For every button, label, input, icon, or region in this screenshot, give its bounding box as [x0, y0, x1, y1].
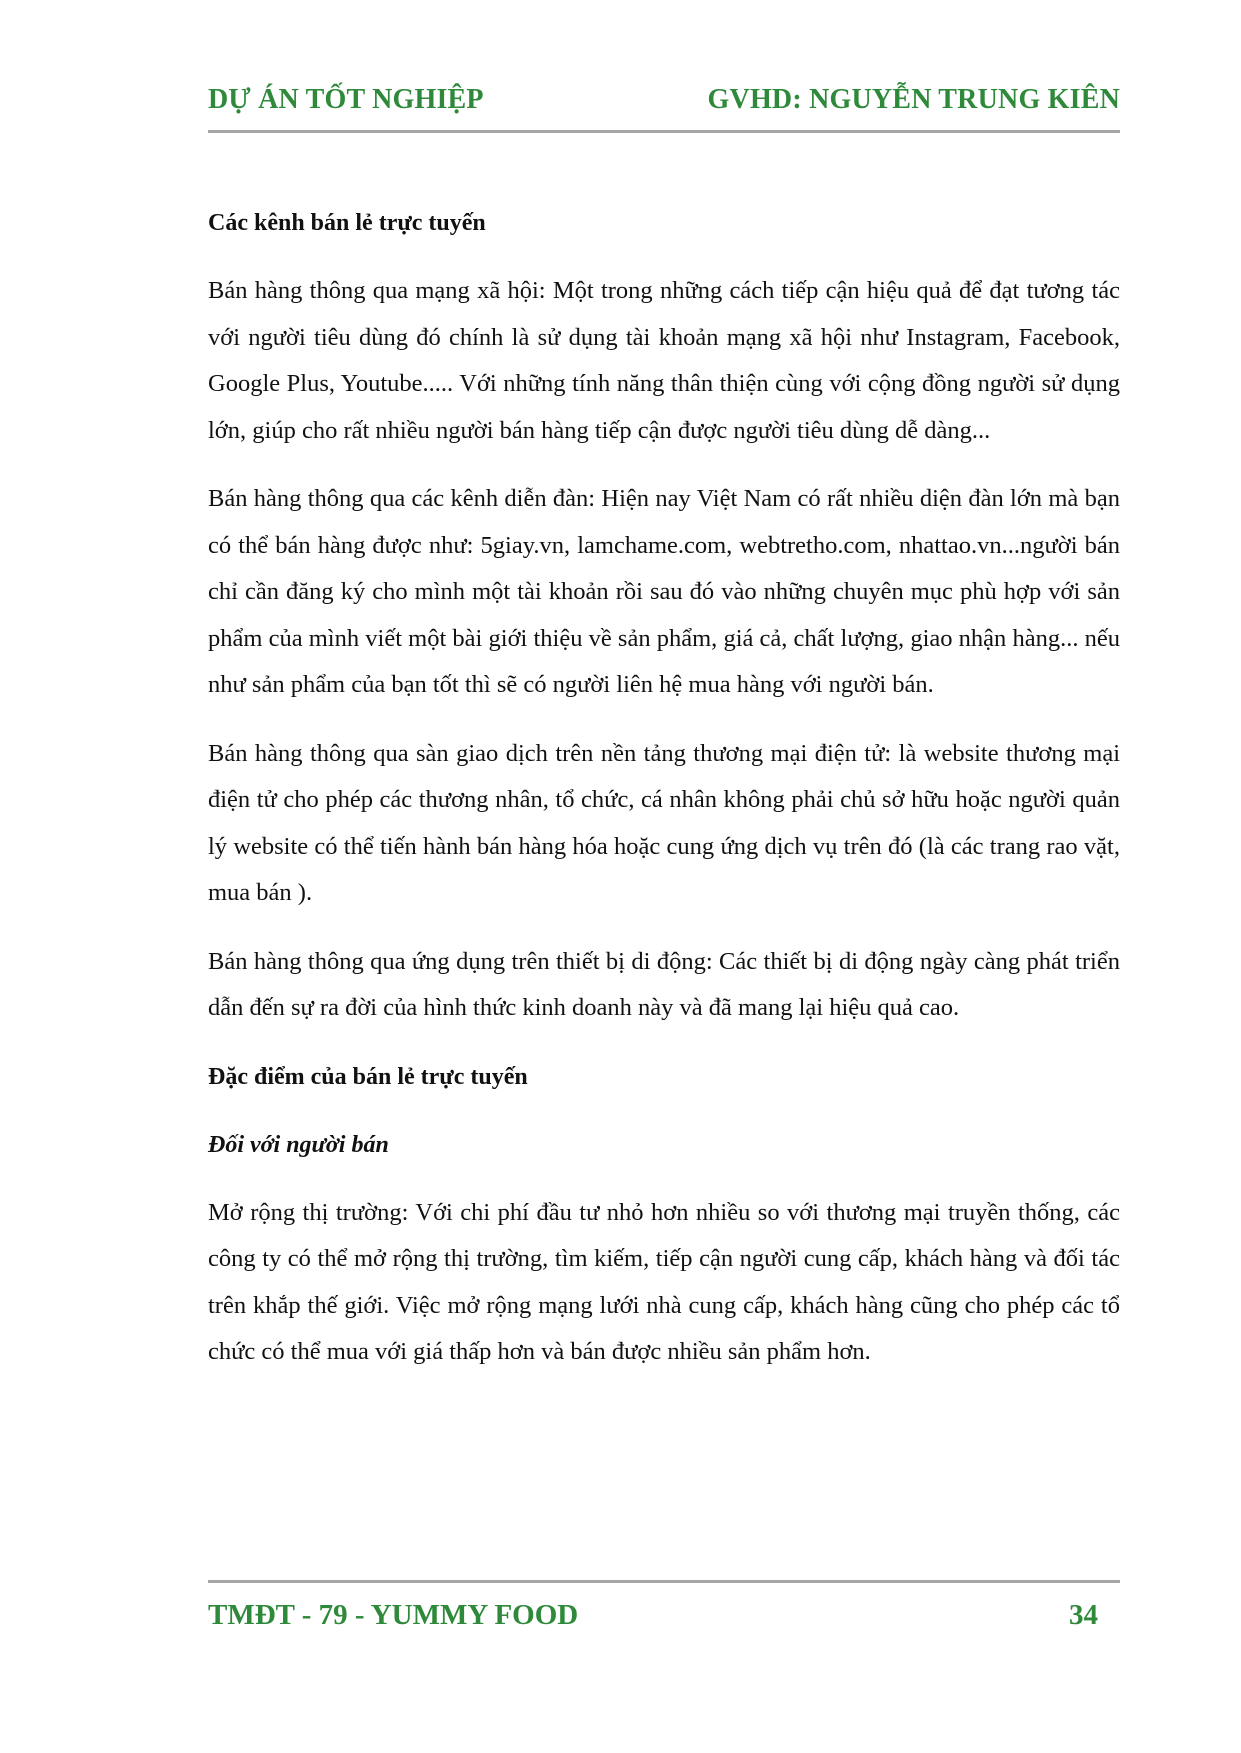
- footer-divider: [208, 1580, 1120, 1583]
- section-heading-characteristics: Đặc điểm của bán lẻ trực tuyến: [208, 1063, 528, 1090]
- section-heading-retail-channels: Các kênh bán lẻ trực tuyến: [208, 210, 486, 236]
- paragraph-ecommerce-platform: Bán hàng thông qua sàn giao dịch trên nền tảng thương mại điện tử: là website thương mại điện tử cho phép các thương nhân, tổ chức, cá nhân không phải chủ sở hữu hoặc người quản lý website có thể tiến hành bán hàng hóa hoặc cung ứng dịch vụ trên đó (là các trang rao vặt, mua bán ).: [208, 739, 1120, 906]
- page-number: 34: [1069, 1598, 1098, 1631]
- footer-project-label: TMĐT - 79 - YUMMY FOOD: [208, 1598, 579, 1631]
- paragraph-mobile-apps: Bán hàng thông qua ứng dụng trên thiết bị di động: Các thiết bị di động ngày càng phát triển dẫn đến sự ra đời của hình thức kinh doanh này và đã mang lại hiệu quả cao.: [208, 947, 1120, 1021]
- subheading-for-sellers: Đối với người bán: [208, 1131, 389, 1158]
- paragraph-social-media: Bán hàng thông qua mạng xã hội: Một trong những cách tiếp cận hiệu quả để đạt tương tác với người tiêu dùng đó chính là sử dụng tài khoản mạng xã hội như Instagram, Facebook, Google Plus, Youtube..... Với những tính năng thân thiện cùng với cộng đồng người sử dụng lớn, giúp cho rất nhiều người bán hàng tiếp cận được người tiêu dùng dễ dàng...: [208, 277, 1120, 444]
- header-divider: [208, 130, 1120, 133]
- project-title: DỰ ÁN TỐT NGHIỆP: [208, 84, 484, 115]
- paragraph-forums: Bán hàng thông qua các kênh diễn đàn: Hiện nay Việt Nam có rất nhiều diện đàn lớn mà bạn có thể bán hàng được như: 5giay.vn, lamchame.com, webtretho.com, nhattao.vn...người bán chỉ cần đăng ký cho mình một tài khoản rồi sau đó vào những chuyên mục phù hợp với sản phẩm của mình viết một bài giới thiệu về sản phẩm, giá cả, chất lượng, giao nhận hàng... nếu như sản phẩm của bạn tốt thì sẽ có người liên hệ mua hàng với người bán.: [208, 485, 1120, 698]
- page-body: [208, 200, 1120, 1398]
- page-footer: [208, 1593, 1120, 1637]
- page-header: [208, 72, 1120, 116]
- paragraph-market-expansion: Mở rộng thị trường: Với chi phí đầu tư nhỏ hơn nhiều so với thương mại truyền thống, các công ty có thể mở rộng thị trường, tìm kiếm, tiếp cận người cung cấp, khách hàng và đối tác trên khắp thế giới. Việc mở rộng mạng lưới nhà cung cấp, khách hàng cũng cho phép các tổ chức có thể mua với giá thấp hơn và bán được nhiều sản phẩm hơn.: [208, 1198, 1120, 1365]
- supervisor-name: GVHD: NGUYỄN TRUNG KIÊN: [707, 84, 1120, 115]
